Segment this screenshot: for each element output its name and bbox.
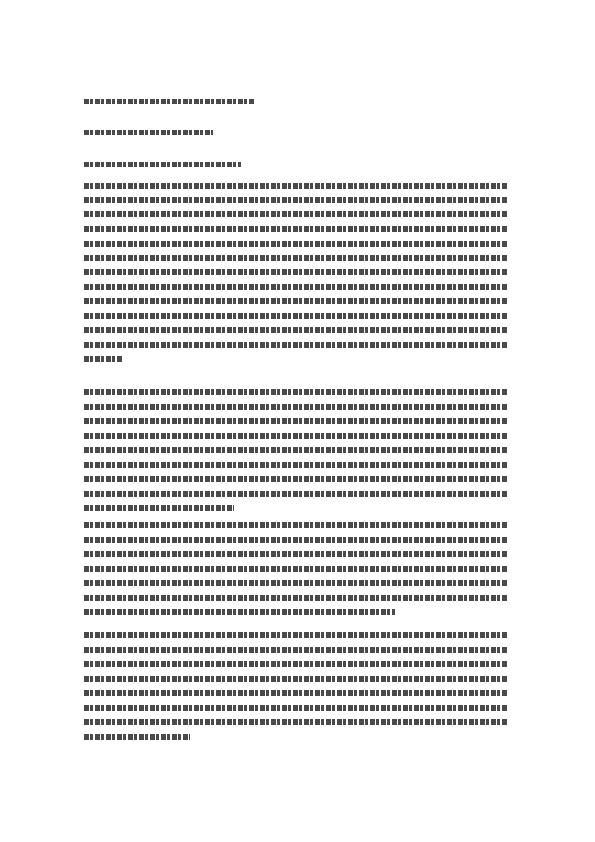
document-title bbox=[84, 99, 254, 104]
document-subtitle bbox=[84, 130, 213, 135]
section-heading bbox=[84, 162, 241, 167]
